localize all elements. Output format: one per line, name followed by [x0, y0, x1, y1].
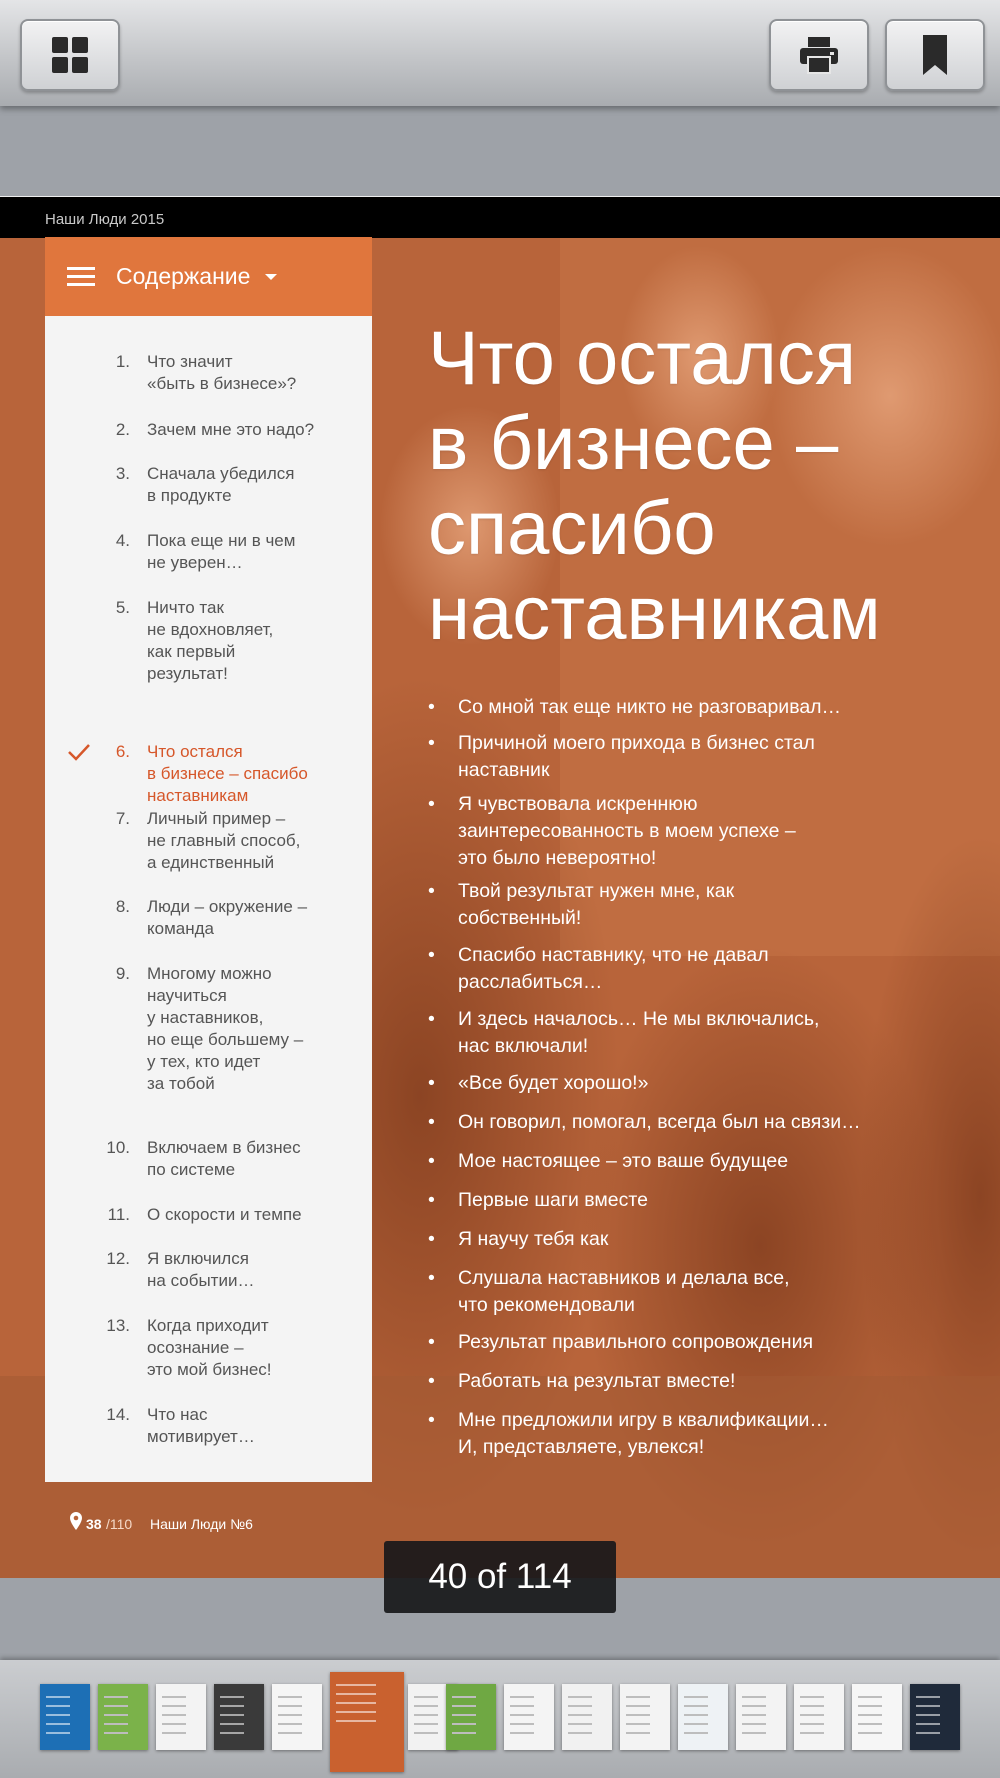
thumbnail[interactable]: [794, 1684, 844, 1750]
toc-item[interactable]: [45, 1315, 372, 1381]
thumbnail-text-line: [220, 1696, 244, 1698]
page-number-total: /110: [106, 1516, 133, 1532]
thumbnail-text-line: [162, 1714, 186, 1716]
thumbnail-text-line: [916, 1723, 940, 1725]
bullet-marker: •: [428, 793, 435, 815]
thumbnail-text-line: [278, 1732, 302, 1734]
thumbnail-text-line: [800, 1714, 824, 1716]
toc-item-label: Когда приходит осознание – это мой бизнес!: [147, 1316, 272, 1379]
toc-item-number: 6.: [115, 742, 130, 761]
thumbnail-text-line: [800, 1696, 824, 1698]
toc-item-label: Что значит «быть в бизнесе»?: [147, 352, 297, 393]
toc-item[interactable]: [45, 963, 372, 1095]
toc-item-number: 8.: [115, 897, 130, 916]
toc-item-number: 2.: [115, 420, 130, 439]
thumbnail-text-line: [46, 1705, 70, 1707]
bullet-marker: •: [428, 944, 435, 966]
toc-item-label: Ничто так не вдохновляет, как первый результат!: [147, 598, 274, 683]
thumbnail-text-line: [858, 1714, 882, 1716]
thumbnail-text-line: [336, 1693, 376, 1695]
thumbnail-text-line: [568, 1696, 592, 1698]
bullet-text: Он говорил, помогал, всегда был на связи…: [458, 1111, 861, 1133]
toc-item-number: 11.: [107, 1205, 130, 1224]
toc-title: Содержание: [116, 263, 251, 289]
thumbnail-text-line: [46, 1723, 70, 1725]
thumbnail-text-line: [916, 1714, 940, 1716]
grid-view-button[interactable]: [20, 19, 120, 91]
article-title: Что остался в бизнесе – спасибо наставникам: [428, 316, 881, 656]
page-number-current: 38: [86, 1516, 102, 1532]
thumbnail-text-line: [414, 1732, 438, 1734]
toc-item-label: Что нас мотивирует…: [147, 1405, 255, 1446]
thumbnail-text-line: [278, 1723, 302, 1725]
thumbnail-text-line: [626, 1714, 650, 1716]
thumbnail-text-line: [510, 1732, 534, 1734]
thumbnail-text-line: [336, 1684, 376, 1686]
bullet-marker: •: [428, 1189, 435, 1211]
thumbnail-text-line: [278, 1705, 302, 1707]
toc-item[interactable]: [45, 419, 372, 441]
thumbnail-text-line: [162, 1705, 186, 1707]
thumbnail-text-line: [414, 1696, 438, 1698]
thumbnail-text-line: [104, 1714, 128, 1716]
thumbnail-text-line: [800, 1732, 824, 1734]
thumbnail-text-line: [858, 1696, 882, 1698]
thumbnail-text-line: [684, 1723, 708, 1725]
page-header-text: Наши Люди 2015: [45, 211, 165, 228]
bullet-marker: •: [428, 1370, 435, 1392]
toc-item-label: Многому можно научиться у наставников, но еще большему – у тех, кто идет за тобой: [147, 964, 304, 1093]
thumbnail[interactable]: [852, 1684, 902, 1750]
thumbnail-text-line: [626, 1732, 650, 1734]
bullet-text: Со мной так еще никто не разговаривал…: [458, 696, 842, 718]
thumbnail-text-line: [46, 1732, 70, 1734]
thumbnail-text-line: [278, 1696, 302, 1698]
toc-item-number: 7.: [115, 809, 130, 828]
bullet-marker: •: [428, 696, 435, 718]
thumbnail-text-line: [626, 1696, 650, 1698]
grid-icon: [50, 35, 90, 75]
top-toolbar: [0, 0, 1000, 106]
toc-item-label: Я включился на событии…: [147, 1249, 255, 1290]
bookmark-button[interactable]: [885, 19, 985, 91]
bullet-text: Спасибо наставнику, что не давал расслабиться…: [458, 944, 769, 993]
thumbnail[interactable]: [620, 1684, 670, 1750]
toc-list: [45, 316, 372, 1482]
thumbnail-text-line: [104, 1723, 128, 1725]
bullet-text: «Все будет хорошо!»: [458, 1072, 649, 1094]
toc-item-number: 9.: [115, 964, 130, 983]
thumbnail-text-line: [626, 1723, 650, 1725]
toc-item-label: Личный пример – не главный способ, а единственный: [147, 809, 301, 872]
thumbnail-text-line: [414, 1714, 438, 1716]
table-of-contents: [45, 237, 372, 1482]
bullet-marker: •: [428, 1072, 435, 1094]
toc-item-number: 10.: [106, 1138, 130, 1157]
thumbnail-text-line: [684, 1705, 708, 1707]
thumbnail-text-line: [568, 1705, 592, 1707]
thumbnail-text-line: [916, 1732, 940, 1734]
thumbnail[interactable]: [504, 1684, 554, 1750]
thumbnail-text-line: [858, 1732, 882, 1734]
thumbnail-text-line: [742, 1696, 766, 1698]
bullet-marker: •: [428, 880, 435, 902]
thumbnail-text-line: [742, 1714, 766, 1716]
toc-item[interactable]: [45, 351, 372, 395]
toc-item[interactable]: [45, 741, 372, 807]
thumbnail[interactable]: [446, 1684, 496, 1750]
toc-item[interactable]: [45, 463, 372, 507]
thumbnail-text-line: [626, 1705, 650, 1707]
print-button[interactable]: [769, 19, 869, 91]
thumbnail-text-line: [568, 1714, 592, 1716]
thumbnail-text-line: [220, 1723, 244, 1725]
thumbnail[interactable]: [156, 1684, 206, 1750]
thumbnail-text-line: [46, 1714, 70, 1716]
location-pin-icon: [70, 1512, 82, 1530]
magazine-name: Наши Люди №6: [150, 1516, 253, 1532]
thumbnail-text-line: [800, 1705, 824, 1707]
toc-item-number: 4.: [115, 531, 130, 550]
chevron-down-icon[interactable]: [265, 274, 277, 280]
toc-item-label: Включаем в бизнес по системе: [147, 1138, 301, 1179]
thumbnail-text-line: [568, 1732, 592, 1734]
toc-item-label: О скорости и темпе: [147, 1205, 302, 1224]
toc-item-label: Сначала убедился в продукте: [147, 464, 295, 505]
toc-item[interactable]: [45, 1404, 372, 1448]
bullet-marker: •: [428, 1008, 435, 1030]
thumbnail-text-line: [858, 1723, 882, 1725]
bullet-text: Работать на результат вместе!: [458, 1370, 736, 1392]
toc-item-number: 13.: [106, 1316, 130, 1335]
bullet-marker: •: [428, 732, 435, 754]
thumbnail-text-line: [452, 1723, 476, 1725]
thumbnail[interactable]: [562, 1684, 612, 1750]
toc-item[interactable]: [45, 597, 372, 685]
thumbnail-text-line: [742, 1732, 766, 1734]
page-counter: 40 of 114: [384, 1541, 616, 1613]
thumbnail-text-line: [220, 1705, 244, 1707]
bullet-marker: •: [428, 1228, 435, 1250]
thumbnail-text-line: [684, 1732, 708, 1734]
thumbnail-text-line: [684, 1714, 708, 1716]
thumbnail-text-line: [46, 1696, 70, 1698]
thumbnail-text-line: [742, 1723, 766, 1725]
bullet-marker: •: [428, 1409, 435, 1431]
toc-item-label: Люди – окружение – команда: [147, 897, 308, 938]
thumbnail-text-line: [336, 1720, 376, 1722]
thumbnail-current[interactable]: [330, 1672, 404, 1772]
toc-item[interactable]: [45, 896, 372, 940]
thumbnail-text-line: [452, 1696, 476, 1698]
thumbnail-text-line: [916, 1705, 940, 1707]
thumbnail-text-line: [452, 1714, 476, 1716]
thumbnail[interactable]: [910, 1684, 960, 1750]
bullet-text: Мое настоящее – это ваше будущее: [458, 1150, 789, 1172]
toc-item-label: Пока еще ни в чем не уверен…: [147, 531, 296, 572]
thumbnail-text-line: [104, 1696, 128, 1698]
toc-item[interactable]: [45, 808, 372, 874]
thumbnail-text-line: [510, 1714, 534, 1716]
thumbnail-text-line: [568, 1723, 592, 1725]
thumbnail-text-line: [510, 1723, 534, 1725]
thumbnail-text-line: [800, 1723, 824, 1725]
bullet-text: Я научу тебя как: [458, 1228, 609, 1250]
toc-item-number: 12.: [106, 1249, 130, 1268]
thumbnail-text-line: [104, 1732, 128, 1734]
bullet-text: Мне предложили игру в квалификации… И, представляете, увлекся!: [458, 1409, 829, 1458]
toc-item-label: Зачем мне это надо?: [147, 420, 315, 439]
thumbnail-text-line: [510, 1696, 534, 1698]
bookmark-icon: [920, 33, 950, 77]
toc-item-number: 1.: [115, 352, 130, 371]
bullet-marker: •: [428, 1111, 435, 1133]
thumbnail-text-line: [336, 1711, 376, 1713]
bullet-marker: •: [428, 1267, 435, 1289]
thumbnail-text-line: [336, 1702, 376, 1704]
magazine-page: [0, 196, 1000, 1578]
thumbnail-text-line: [742, 1705, 766, 1707]
page-header-strip: [0, 196, 1000, 238]
bullet-text: И здесь началось… Не мы включались, нас включали!: [458, 1008, 820, 1057]
thumbnail-text-line: [858, 1705, 882, 1707]
toc-header[interactable]: [45, 237, 372, 316]
bullet-text: Твой результат нужен мне, как собственный!: [458, 880, 735, 929]
thumbnail[interactable]: [736, 1684, 786, 1750]
bullet-text: Результат правильного сопровождения: [458, 1331, 814, 1353]
thumbnail[interactable]: [678, 1684, 728, 1750]
thumbnail-text-line: [162, 1723, 186, 1725]
toc-item[interactable]: [45, 1204, 372, 1226]
thumbnail-text-line: [220, 1732, 244, 1734]
toc-item-label: Что остался в бизнесе – спасибо наставникам: [147, 742, 308, 805]
menu-icon[interactable]: [67, 267, 95, 287]
toc-item[interactable]: [45, 530, 372, 574]
thumbnail-text-line: [220, 1714, 244, 1716]
bullet-marker: •: [428, 1331, 435, 1353]
thumbnail[interactable]: [214, 1684, 264, 1750]
toc-item-number: 5.: [115, 598, 130, 617]
thumbnail-text-line: [684, 1696, 708, 1698]
bullet-text: Я чувствовала искреннюю заинтересованность в моем успехе – это было невероятно!: [458, 793, 796, 869]
thumbnail-text-line: [510, 1705, 534, 1707]
bullet-text: Слушала наставников и делала все, что рекомендовали: [458, 1267, 790, 1316]
thumbnail-text-line: [162, 1732, 186, 1734]
thumbnail-text-line: [414, 1723, 438, 1725]
thumbnail[interactable]: [272, 1684, 322, 1750]
thumbnail-text-line: [452, 1705, 476, 1707]
thumbnail-text-line: [162, 1696, 186, 1698]
bullet-marker: •: [428, 1150, 435, 1172]
thumbnail[interactable]: [40, 1684, 90, 1750]
thumbnail-strip[interactable]: [0, 1660, 1000, 1778]
thumbnail-text-line: [104, 1705, 128, 1707]
thumbnail-text-line: [414, 1705, 438, 1707]
bullet-text: Первые шаги вместе: [458, 1189, 648, 1211]
print-icon: [798, 35, 840, 75]
toc-item-number: 14.: [106, 1405, 130, 1424]
thumbnail[interactable]: [98, 1684, 148, 1750]
toc-item[interactable]: [45, 1248, 372, 1292]
toc-item-number: 3.: [115, 464, 130, 483]
thumbnail-text-line: [452, 1732, 476, 1734]
thumbnail-text-line: [916, 1696, 940, 1698]
toc-item[interactable]: [45, 1137, 372, 1181]
bullet-text: Причиной моего прихода в бизнес стал наставник: [458, 732, 815, 781]
thumbnail-text-line: [278, 1714, 302, 1716]
